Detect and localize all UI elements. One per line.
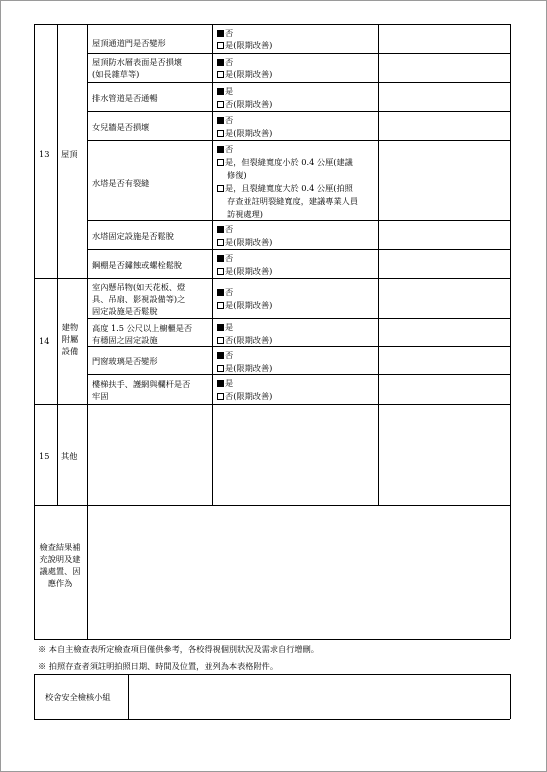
option-checked[interactable]: 否 [217, 27, 233, 40]
note-1: ※ 本自主檢查表所定檢查項目僅供參考，各校得視個別狀況及需求自行增刪。 [38, 644, 319, 654]
option-unchecked[interactable]: 否(限期改善) [217, 390, 272, 403]
column-divider [87, 24, 88, 639]
option-unchecked[interactable]: 是(限期改善) [217, 362, 272, 375]
unchecked-box-icon [217, 185, 224, 192]
unchecked-box-icon [217, 71, 224, 78]
group-13-number: 13 [39, 149, 50, 159]
item-label: 有穩固之固定設施 [92, 335, 158, 345]
option-checked[interactable]: 否 [217, 349, 233, 362]
option-text-continued: 修復) [227, 170, 247, 180]
option-unchecked[interactable]: 是(限期改善) [217, 299, 272, 312]
item-label: 排水管道是否通暢 [92, 93, 158, 103]
column-divider [378, 24, 379, 505]
checked-box-icon [217, 324, 224, 331]
row-divider [87, 82, 510, 83]
unchecked-box-icon [217, 268, 224, 275]
unchecked-box-icon [217, 130, 224, 137]
checked-box-icon [217, 352, 224, 359]
group-13-label: 屋頂 [61, 149, 78, 159]
option-unchecked[interactable]: 是，但裂縫寬度小於 0.4 公厘(建議 [217, 156, 353, 169]
option-unchecked[interactable]: 是(限期改善) [217, 39, 272, 52]
item-label: 牢固 [92, 391, 109, 401]
option-checked[interactable]: 否 [217, 286, 233, 299]
unchecked-box-icon [217, 365, 224, 372]
item-label: 具、吊扇、影視設備等)之 [92, 294, 186, 304]
checked-box-icon [217, 88, 224, 95]
group-divider [34, 404, 510, 405]
summary-label: 檢查結果補充說明及建議處置、因應作為 [39, 542, 81, 588]
option-checked[interactable]: 是 [217, 85, 233, 98]
group-15-number: 15 [39, 451, 50, 461]
column-divider [57, 24, 58, 505]
row-divider [87, 346, 510, 347]
group-divider [34, 278, 510, 279]
item-label: (如長雜草等) [92, 69, 140, 79]
checked-box-icon [217, 226, 224, 233]
option-checked[interactable]: 否 [217, 223, 233, 236]
signoff-label: 校舍安全檢核小組 [45, 692, 111, 702]
option-unchecked[interactable]: 是，且裂縫寬度大於 0.4 公厘(拍照 [217, 182, 353, 195]
unchecked-box-icon [217, 159, 224, 166]
option-checked[interactable]: 是 [217, 377, 233, 390]
item-label: 室內懸吊物(如天花板、燈 [92, 282, 186, 292]
item-label: 樓梯扶手、護網與欄杆是否 [92, 379, 191, 389]
option-checked[interactable]: 是 [217, 321, 233, 334]
item-label: 固定設施是否鬆脫 [92, 306, 158, 316]
signoff-divider [128, 674, 129, 719]
item-label: 鋼棚是否鏽蝕或螺栓鬆脫 [92, 260, 183, 270]
unchecked-box-icon [217, 302, 224, 309]
checked-box-icon [217, 289, 224, 296]
item-label: 屋頂防水層表面是否損壞 [92, 57, 183, 67]
group-14-label: 建物附屬設備 [61, 322, 79, 356]
option-unchecked[interactable]: 是(限期改善) [217, 68, 272, 81]
option-unchecked[interactable]: 是(限期改善) [217, 265, 272, 278]
option-unchecked[interactable]: 是(限期改善) [217, 127, 272, 140]
item-label: 門窗玻璃是否變形 [92, 356, 158, 366]
option-unchecked[interactable]: 否(限期改善) [217, 334, 272, 347]
signoff-border [34, 674, 35, 719]
note-2: ※ 拍照存查者須註明拍照日期、時間及位置，並列為本表格附件。 [38, 661, 279, 671]
group-15-label: 其他 [61, 451, 78, 461]
group-14-number: 14 [39, 336, 50, 346]
table-border [34, 639, 510, 640]
row-divider [87, 220, 510, 221]
table-border [34, 24, 510, 25]
row-divider [87, 111, 510, 112]
table-border [510, 24, 511, 639]
unchecked-box-icon [217, 42, 224, 49]
item-label: 女兒牆是否損壞 [92, 122, 150, 132]
row-divider [87, 374, 510, 375]
checked-box-icon [217, 30, 224, 37]
item-label: 水塔是否有裂縫 [92, 178, 150, 188]
option-checked[interactable]: 否 [217, 252, 233, 265]
checked-box-icon [217, 146, 224, 153]
item-label: 屋頂通道門是否變形 [92, 38, 166, 48]
table-border [34, 24, 35, 639]
checked-box-icon [217, 380, 224, 387]
checked-box-icon [217, 117, 224, 124]
row-divider [87, 140, 510, 141]
row-divider [87, 318, 510, 319]
signoff-border [34, 719, 510, 720]
option-text-continued: 存查並註明裂縫寬度，建議專業人員 [227, 196, 359, 206]
signoff-border [510, 674, 511, 719]
option-checked[interactable]: 否 [217, 56, 233, 69]
option-text-continued: 訪視處理) [227, 209, 263, 219]
row-divider [87, 53, 510, 54]
checked-box-icon [217, 255, 224, 262]
unchecked-box-icon [217, 337, 224, 344]
unchecked-box-icon [217, 239, 224, 246]
group-divider [34, 505, 510, 506]
item-label: 水塔固定設施是否鬆脫 [92, 231, 174, 241]
column-divider [212, 24, 213, 505]
option-checked[interactable]: 否 [217, 114, 233, 127]
option-unchecked[interactable]: 否(限期改善) [217, 98, 272, 111]
unchecked-box-icon [217, 393, 224, 400]
unchecked-box-icon [217, 101, 224, 108]
checked-box-icon [217, 59, 224, 66]
signoff-border [34, 674, 510, 675]
option-checked[interactable]: 否 [217, 143, 233, 156]
item-label: 高度 1.5 公尺以上櫥櫃是否 [92, 323, 193, 333]
option-unchecked[interactable]: 是(限期改善) [217, 236, 272, 249]
row-divider [87, 249, 510, 250]
